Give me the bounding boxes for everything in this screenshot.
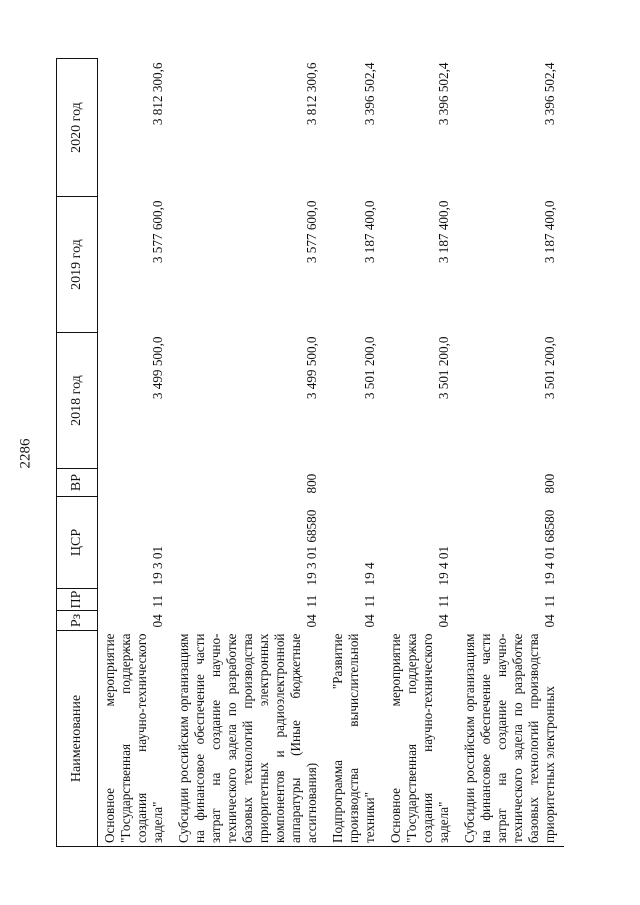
budget-table-rotated <box>56 59 611 847</box>
row-csr: 19 4 01 68580 <box>542 509 557 586</box>
row-2018: 3 501 200,0 <box>362 336 377 400</box>
row-csr: 19 4 01 <box>436 545 451 586</box>
header-vr: ВР <box>57 469 98 497</box>
row-csr: 19 3 01 68580 <box>304 509 319 586</box>
header-2018: 2018 год <box>57 333 98 469</box>
row-vr <box>384 469 458 497</box>
row-rz: 04 <box>436 614 451 628</box>
row-2020: 3 396 502,4 <box>436 62 451 126</box>
row-2019: 3 187 400,0 <box>436 200 451 264</box>
row-vr: 800 <box>304 473 319 494</box>
row-rz: 04 <box>542 614 557 628</box>
table-row <box>384 59 458 847</box>
header-csr: ЦСР <box>57 497 98 589</box>
table-row <box>98 59 173 847</box>
row-2018: 3 501 200,0 <box>436 336 451 400</box>
table-row <box>326 59 384 847</box>
page-number <box>16 428 36 478</box>
header-pr: ПР <box>57 589 98 611</box>
row-vr: 800 <box>542 473 557 494</box>
row-2020: 3 396 502,4 <box>362 62 377 126</box>
table-header-row <box>57 59 98 847</box>
row-name: Субсидии российским организациям на финансовое обеспечение части затрат на создание научно-технического задела по разработке базовых технологий производства приоритетных электронных компонентов и радиоэлектронной аппаратуры (Иные бюджетные ассигнования) <box>172 631 326 847</box>
row-2018: 3 499 500,0 <box>150 336 165 400</box>
row-vr <box>326 469 384 497</box>
row-pr: 11 <box>150 594 165 608</box>
row-pr: 11 <box>542 594 557 608</box>
row-2019: 3 187 400,0 <box>362 200 377 264</box>
row-rz: 04 <box>362 614 377 628</box>
table-row <box>458 59 564 847</box>
header-2020: 2020 год <box>57 59 98 197</box>
row-csr: 19 4 <box>362 562 377 586</box>
page-number-text: 2286 <box>17 438 34 468</box>
row-pr: 11 <box>362 594 377 608</box>
row-2020: 3 812 300,6 <box>304 62 319 126</box>
row-csr: 19 3 01 <box>150 545 165 586</box>
budget-table <box>56 58 564 847</box>
row-2018: 3 501 200,0 <box>542 336 557 400</box>
row-2020: 3 812 300,6 <box>150 62 165 126</box>
header-name: Наименование <box>57 631 98 847</box>
row-2019: 3 577 600,0 <box>304 200 319 264</box>
row-pr: 11 <box>436 594 451 608</box>
row-name: Субсидии российским организациям на финансовое обеспечение части затрат на создание научно-технического задела по разработке базовых технологий производства приоритетных электронных <box>458 631 564 847</box>
row-vr <box>98 469 173 497</box>
row-name: Основное мероприятие "Государственная поддержка создания научно-технического задела" <box>384 631 458 847</box>
row-name: Основное мероприятие "Государственная поддержка создания научно-технического задела" <box>98 631 173 847</box>
row-2019: 3 577 600,0 <box>150 200 165 264</box>
row-2019: 3 187 400,0 <box>542 200 557 264</box>
row-2020: 3 396 502,4 <box>542 62 557 126</box>
row-name: Подпрограмма "Развитие производства вычислительной техники" <box>326 631 384 847</box>
table-row <box>172 59 326 847</box>
row-pr: 11 <box>304 594 319 608</box>
row-2018: 3 499 500,0 <box>304 336 319 400</box>
row-rz: 04 <box>304 614 319 628</box>
header-rz: Рз <box>57 611 98 631</box>
row-rz: 04 <box>150 614 165 628</box>
header-2019: 2019 год <box>57 197 98 333</box>
